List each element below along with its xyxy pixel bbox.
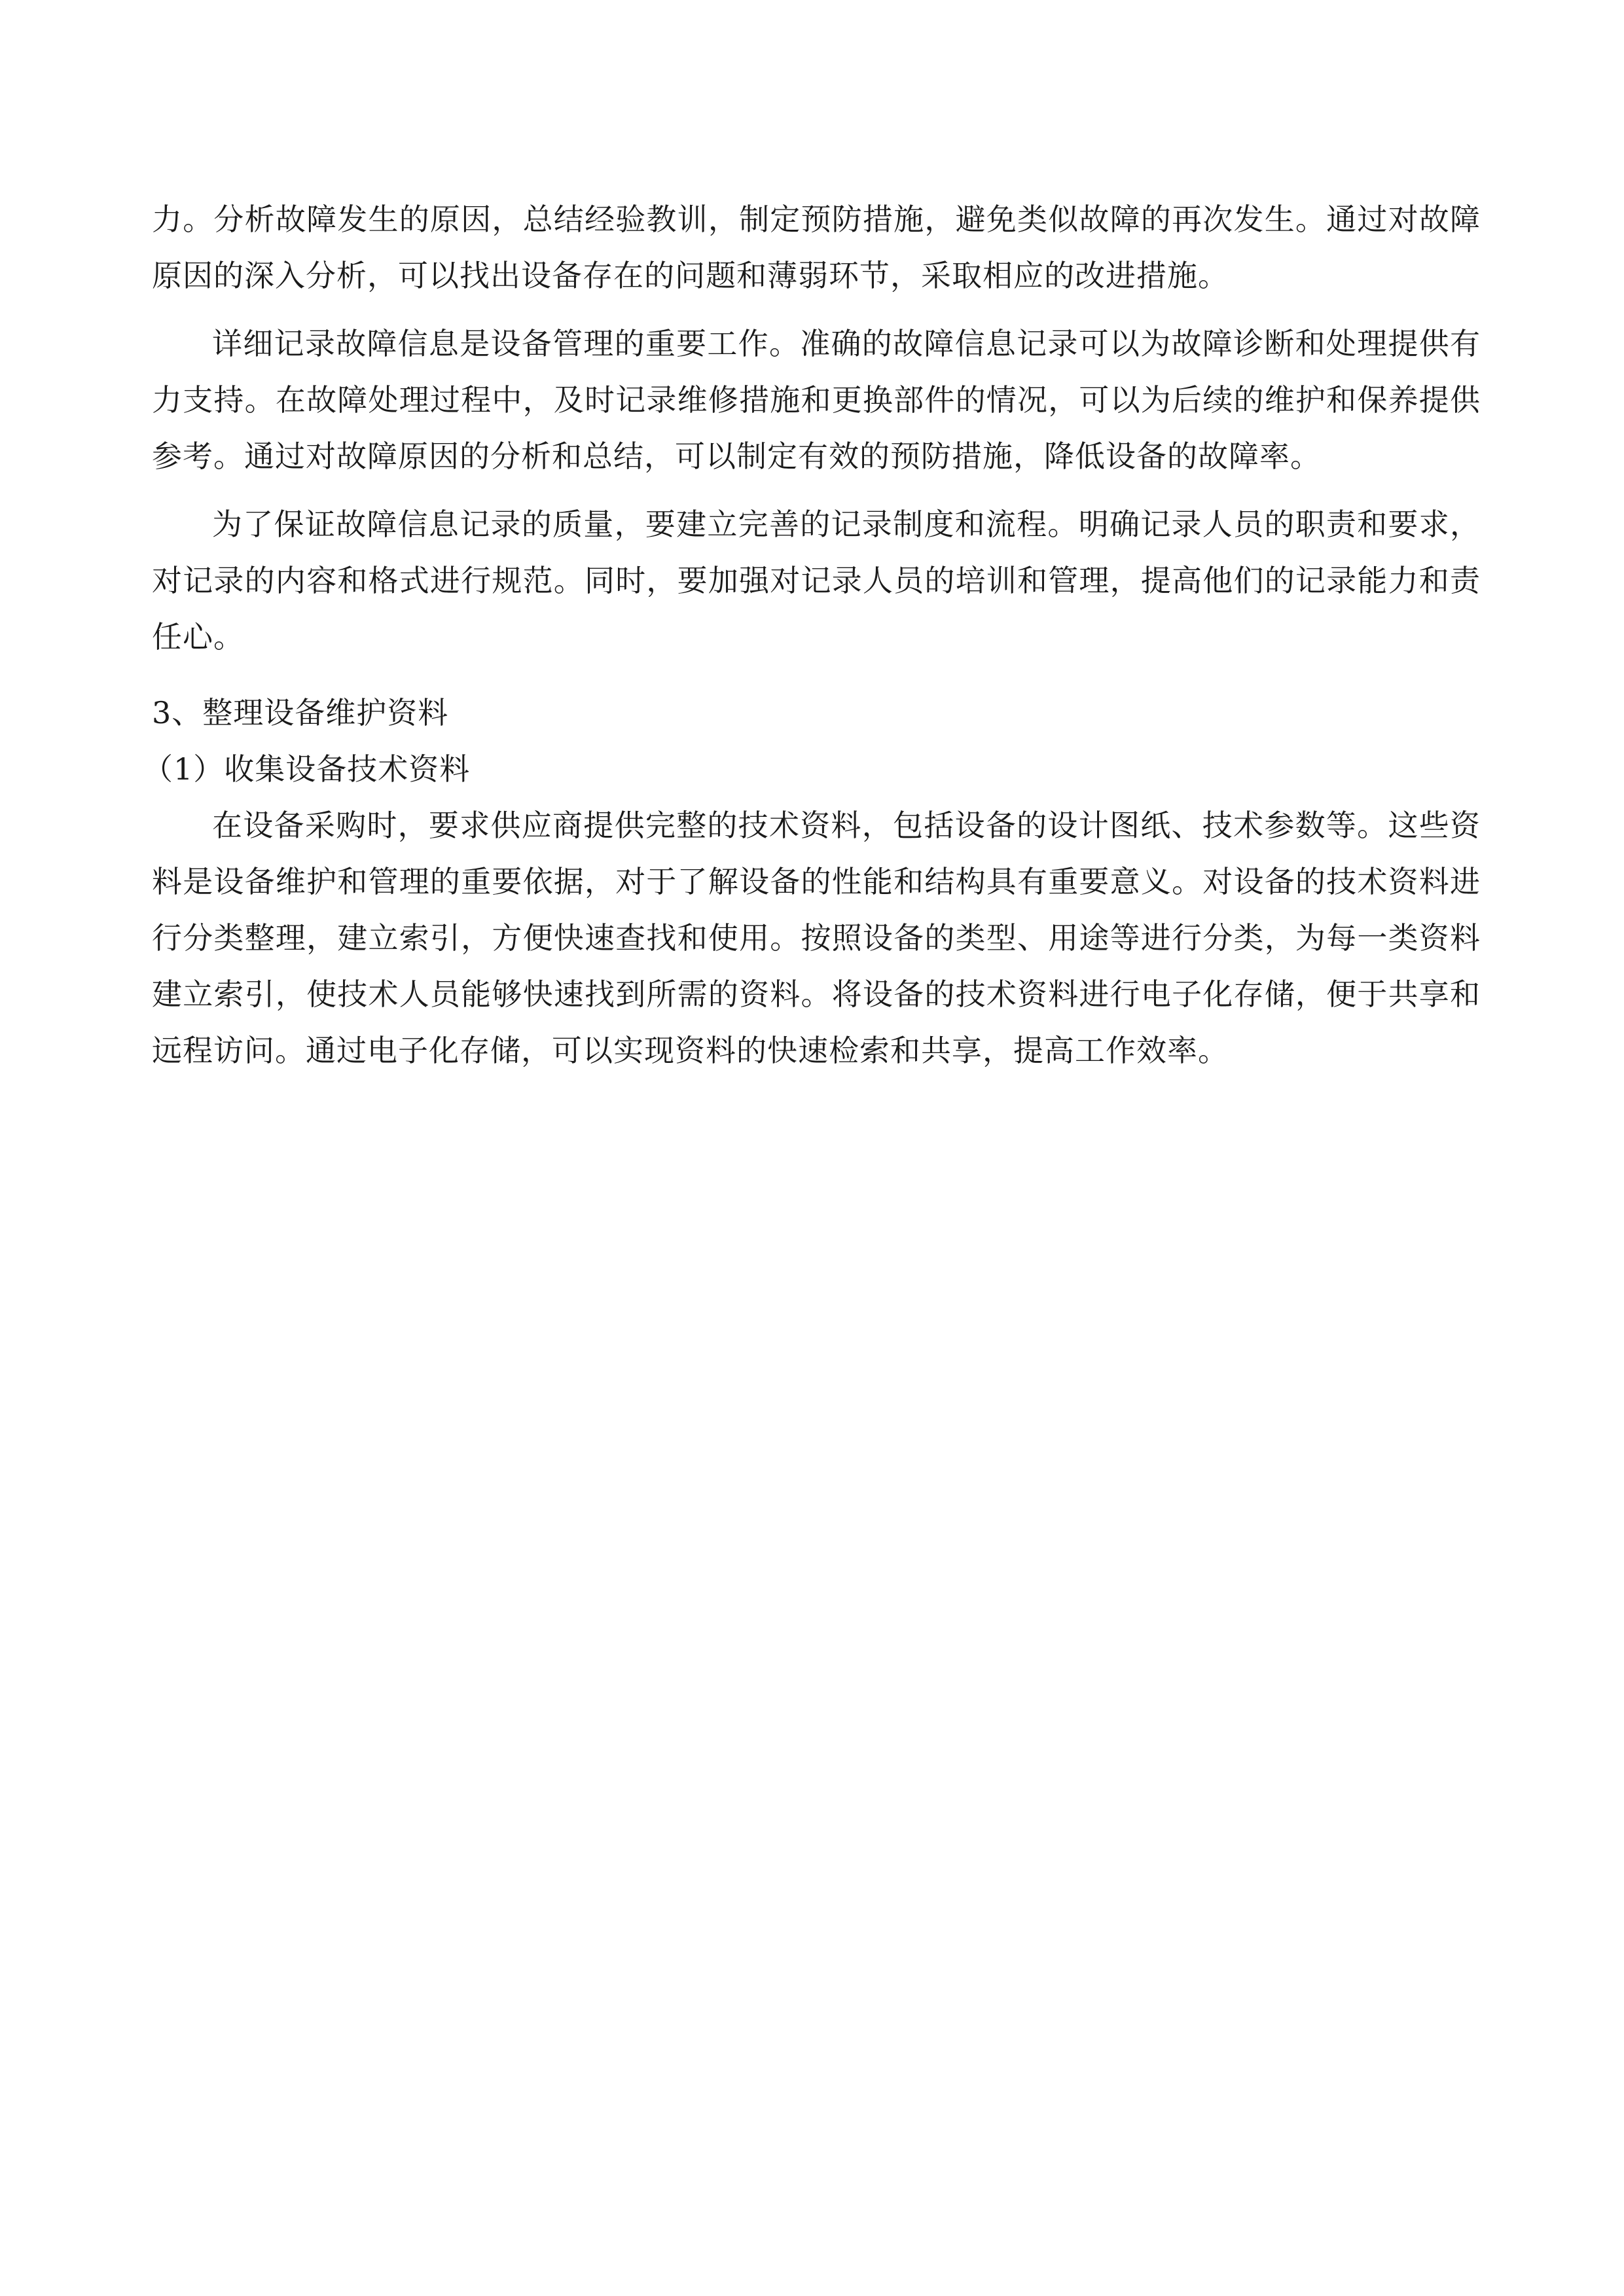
subsection-heading: （1）收集设备技术资料 bbox=[143, 751, 471, 787]
document-body bbox=[143, 191, 1481, 1079]
paragraph-record-quality: 为了保证故障信息记录的质量，要建立完善的记录制度和流程。明确记录人员的职责和要求，对记录的内容和格式进行规范。同时，要加强对记录人员的培训和管理，提高他们的记录能力和责任心。 bbox=[152, 507, 1481, 655]
paragraph-fault-analysis-continued: 力。分析故障发生的原因，总结经验教训，制定预防措施，避免类似故障的再次发生。通过对故障原因的深入分析，可以找出设备存在的问题和薄弱环节，采取相应的改进措施。 bbox=[152, 202, 1481, 293]
paragraph-technical-docs: 在设备采购时，要求供应商提供完整的技术资料，包括设备的设计图纸、技术参数等。这些资料是设备维护和管理的重要依据，对于了解设备的性能和结构具有重要意义。对设备的技术资料进行分类整理，建立索引，方便快速查找和使用。按照设备的类型、用途等进行分类，为每一类资料建立索引，使技术人员能够快速找到所需的资料。将设备的技术资料进行电子化存储，便于共享和远程访问。通过电子化存储，可以实现资料的快速检索和共享，提高工作效率。 bbox=[152, 808, 1481, 1068]
paragraph-fault-recording: 详细记录故障信息是设备管理的重要工作。准确的故障信息记录可以为故障诊断和处理提供有力支持。在故障处理过程中，及时记录维修措施和更换部件的情况，可以为后续的维护和保养提供参考。通过对故障原因的分析和总结，可以制定有效的预防措施，降低设备的故障率。 bbox=[152, 326, 1481, 474]
section-heading: 3、整理设备维护资料 bbox=[152, 695, 449, 730]
